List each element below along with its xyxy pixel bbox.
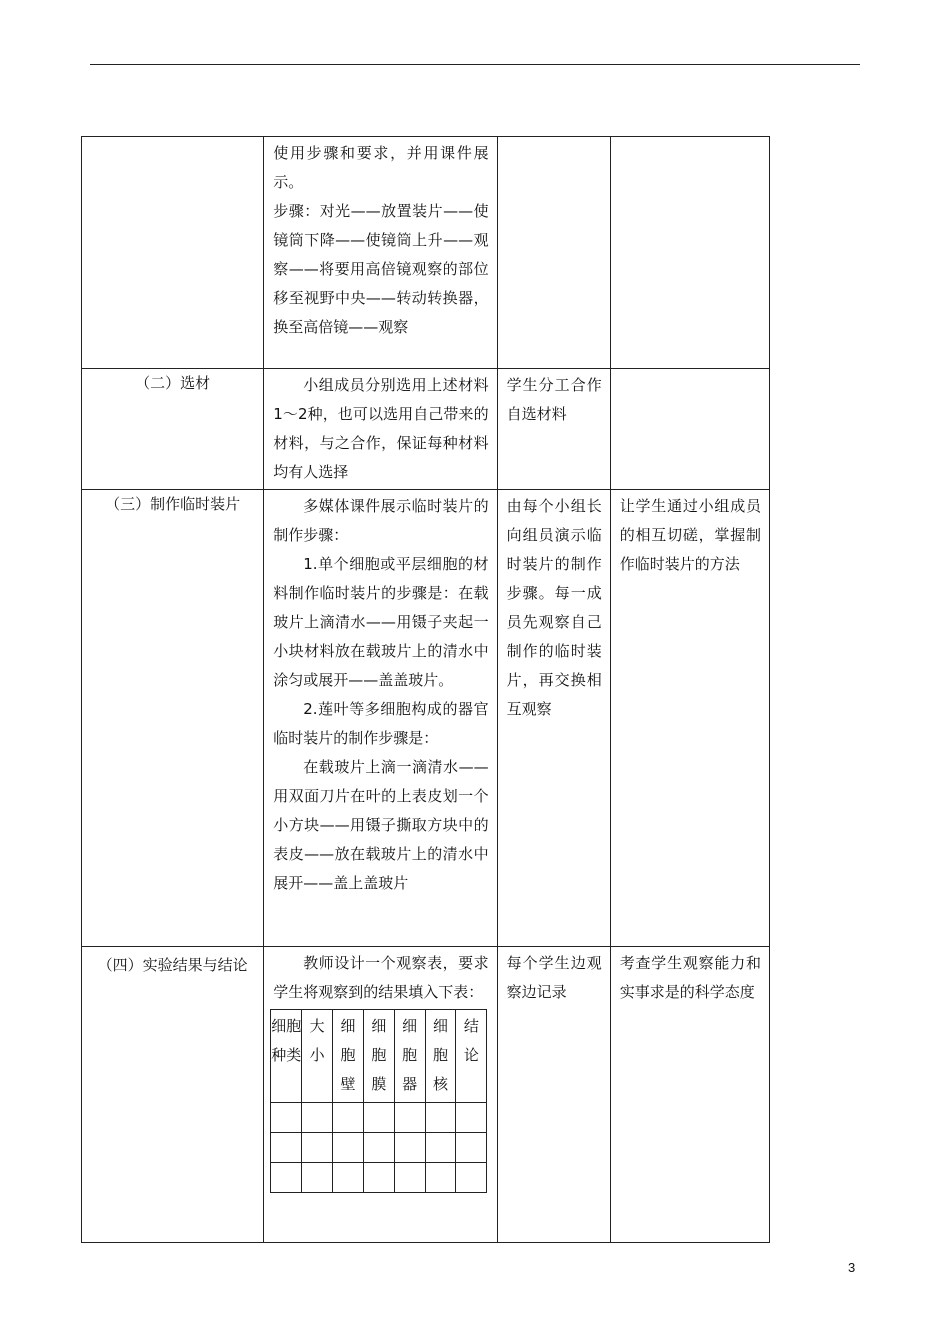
teacher-activity-cell [264,490,497,947]
header-cell-cell-type: 细胞种类 [271,1010,302,1103]
page-number: 3 [848,1260,856,1275]
header-cell-conclusion: 结论 [456,1010,487,1103]
header-cell-organelles: 细胞器 [394,1010,425,1103]
table-row [82,369,770,490]
table-row [82,490,770,947]
stage-cell [82,137,264,369]
table-row [82,137,770,369]
observation-blank-row [271,1163,487,1193]
stage-cell: （三）制作临时装片 [82,490,264,947]
design-intent-cell [610,947,769,1243]
teacher-text: 步骤：对光——放置装片——使镜筒下降——使镜筒上升——观察——将要用高倍镜观察的部位移至视野中央——转动转换器，换至高倍镜——观察 [273,202,489,336]
stage-cell: （四）实验结果与结论 [82,947,264,1243]
student-activity-cell [497,947,610,1243]
student-text: 每个学生边观察边记录 [506,954,602,1001]
teacher-text: 使用步骤和要求，并用课件展示。 [273,144,489,191]
header-rule [90,64,860,65]
teacher-text: 教师设计一个观察表，要求学生将观察到的结果填入下表： [273,954,489,1001]
teacher-activity-cell [264,369,497,490]
teacher-text: 1.单个细胞或平层细胞的材料制作临时装片的步骤是：在载玻片上滴清水——用镊子夹起一小块材料放在载玻片上的清水中涂匀或展开——盖盖玻片。 [273,555,489,689]
header-cell-size: 大小 [302,1010,333,1103]
student-activity-cell [497,490,610,947]
student-text: 由每个小组长向组员演示临时装片的制作步骤。每一成员先观察自己制作的临时装片，再交换相互观察 [506,497,602,718]
header-cell-nucleus: 细胞核 [425,1010,456,1103]
student-activity-cell [497,137,610,369]
design-intent-cell [610,369,769,490]
observation-header-row [271,1010,487,1103]
table-row [82,947,770,1243]
design-intent-cell [610,490,769,947]
intent-text: 考查学生观察能力和实事求是的科学态度 [619,954,761,1001]
observation-table [270,1009,487,1193]
student-activity-cell [497,369,610,490]
stage-cell: （二）选材 [82,369,264,490]
teacher-text: 2.莲叶等多细胞构成的器官临时装片的制作步骤是： [273,700,489,747]
teacher-text: 多媒体课件展示临时装片的制作步骤： [273,497,489,544]
header-cell-cell-wall: 细胞壁 [333,1010,364,1103]
header-cell-cell-membrane: 细胞膜 [363,1010,394,1103]
observation-blank-row [271,1133,487,1163]
teacher-activity-cell [264,947,497,1243]
design-intent-cell [610,137,769,369]
teacher-activity-cell [264,137,497,369]
observation-blank-row [271,1103,487,1133]
lesson-plan-table [81,136,770,1243]
teacher-text: 在载玻片上滴一滴清水——用双面刀片在叶的上表皮划一个小方块——用镊子撕取方块中的表皮——放在载玻片上的清水中展开——盖上盖玻片 [273,758,489,892]
teacher-text: 小组成员分别选用上述材料1～2种，也可以选用自己带来的材料，与之合作，保证每种材料均有人选择 [273,376,489,481]
intent-text: 让学生通过小组成员的相互切磋，掌握制作临时装片的方法 [619,497,761,573]
student-text: 学生分工合作自选材料 [506,376,602,423]
